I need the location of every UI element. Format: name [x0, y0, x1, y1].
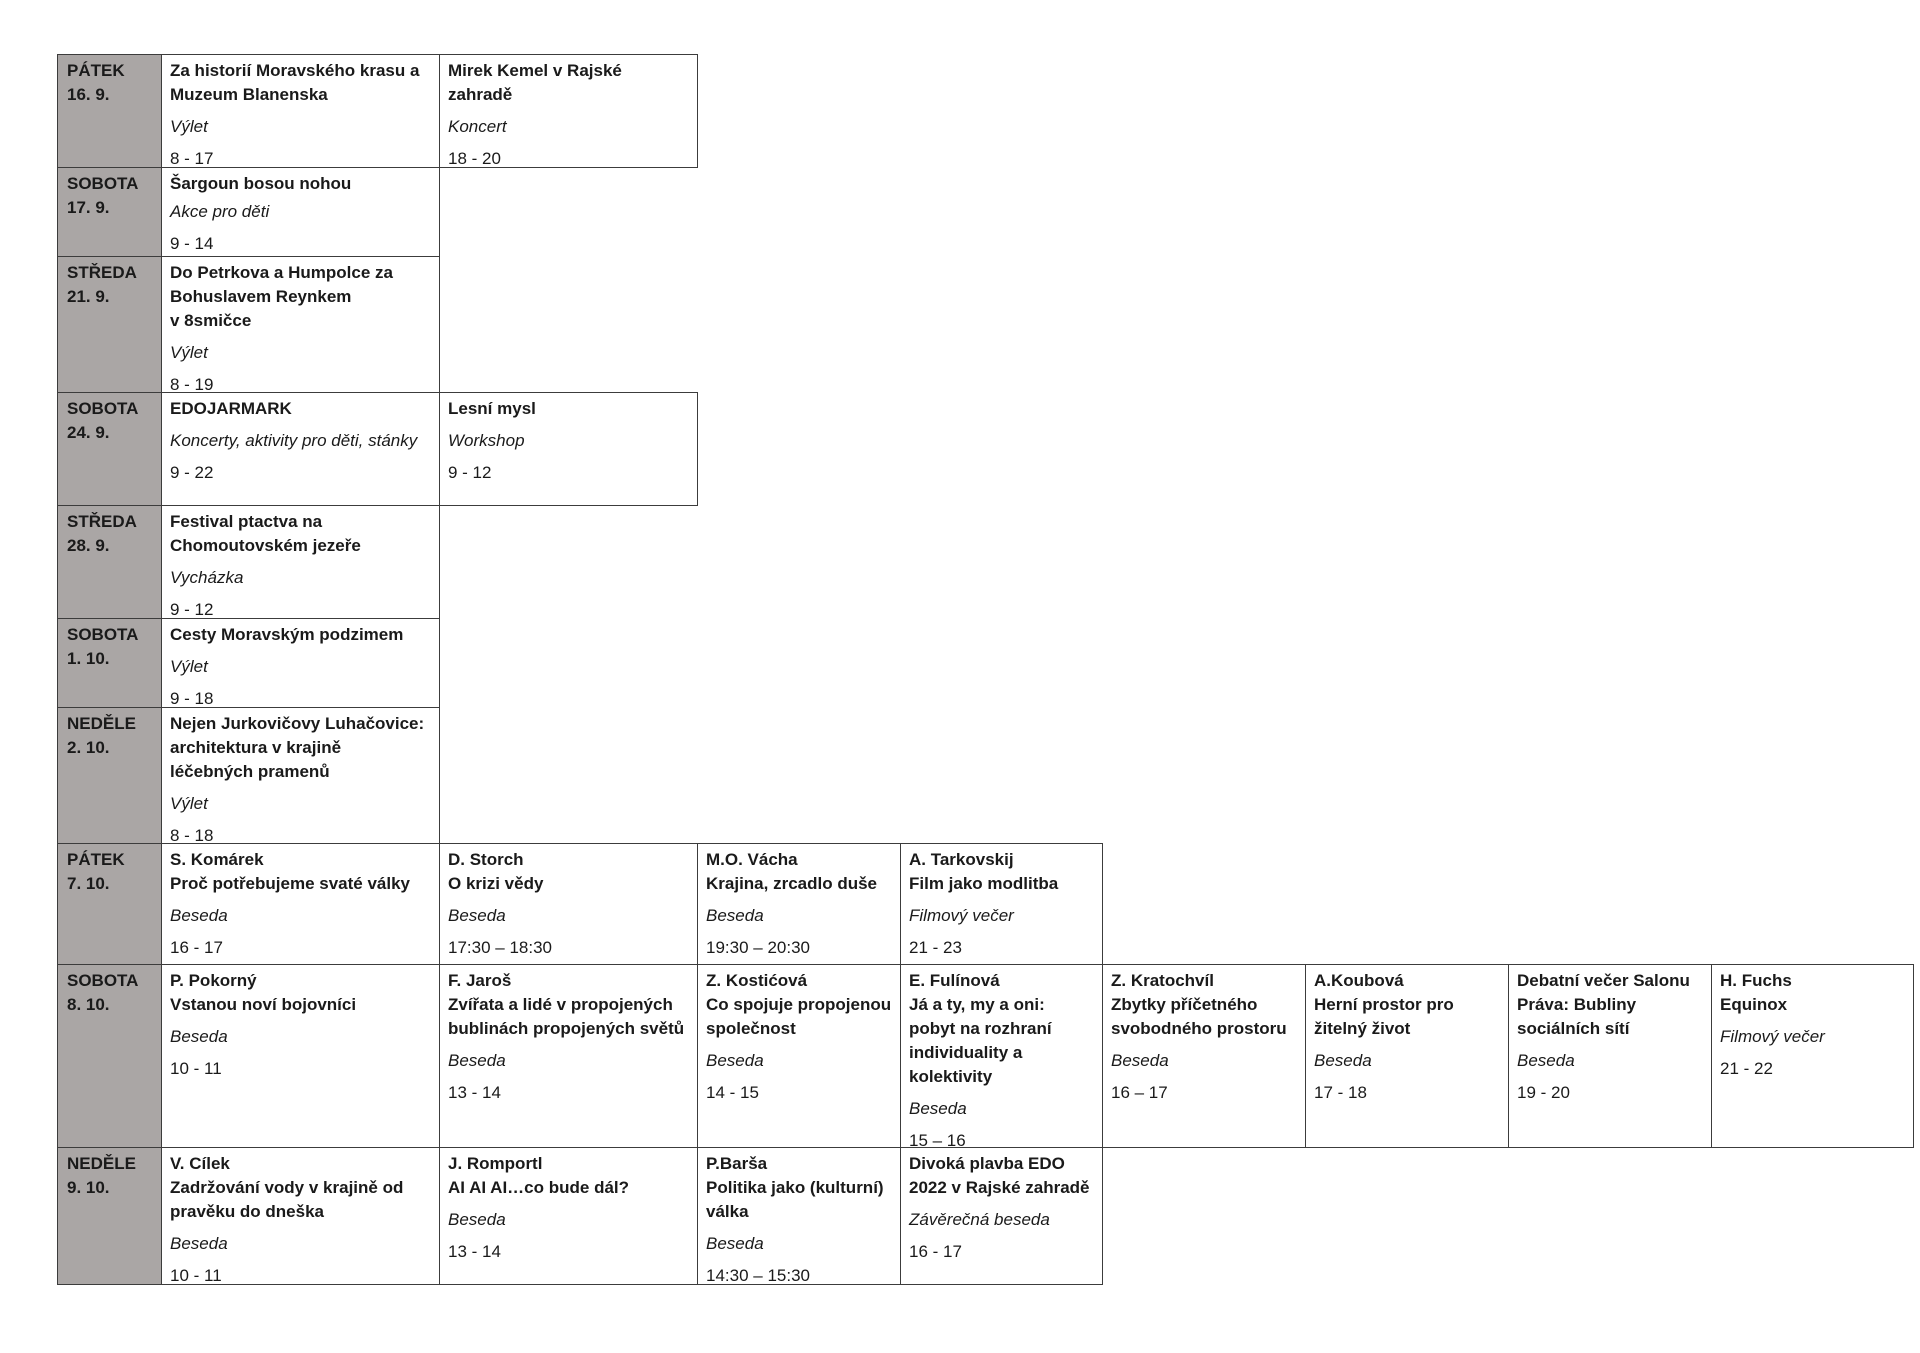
event-title-line: individuality a [909, 1043, 1023, 1062]
day-date: 7. 10. [67, 874, 110, 893]
event-title-line: Debatní večer Salonu [1517, 971, 1690, 990]
event-title-line: Mirek Kemel v Rajské [448, 61, 622, 80]
day-name: STŘEDA [67, 512, 137, 531]
event-type: Beseda [1111, 1051, 1169, 1070]
event-cell [900, 964, 1103, 1148]
event-title-line: E. Fulínová [909, 971, 1000, 990]
event-title-line: architektura v krajině [170, 738, 342, 757]
event-title-line: Nejen Jurkovičovy Luhačovice: [170, 714, 425, 733]
event-title-line: A.Koubová [1314, 971, 1404, 990]
event-time: 10 - 11 [170, 1266, 222, 1285]
event-time: 21 - 22 [1720, 1059, 1773, 1078]
event-title-line: Krajina, zrcadlo duše [706, 874, 877, 893]
event-title-line: A. Tarkovskij [909, 850, 1014, 869]
event-title-line: Zadržování vody v krajině od [170, 1178, 404, 1197]
event-cell [439, 964, 698, 1148]
event-title-line: P.Barša [706, 1154, 768, 1173]
day-date: 9. 10. [67, 1178, 110, 1197]
event-time: 9 - 12 [170, 600, 214, 619]
event-title-line: žitelný život [1314, 1019, 1411, 1038]
event-title-line: Vstanou noví bojovníci [170, 995, 357, 1014]
event-cell [161, 54, 440, 168]
day-cell [57, 256, 162, 393]
day-date: 21. 9. [67, 287, 110, 306]
event-cell [161, 167, 440, 257]
event-title-line: Equinox [1720, 995, 1788, 1014]
day-name: PÁTEK [67, 61, 125, 80]
event-title-line: Zvířata a lidé v propojených [448, 995, 673, 1014]
event-cell [439, 392, 698, 506]
event-title-line: J. Romportl [448, 1154, 543, 1173]
event-cell [439, 54, 698, 168]
day-date: 8. 10. [67, 995, 110, 1014]
event-title-line: F. Jaroš [448, 971, 512, 990]
event-time: 8 - 19 [170, 375, 214, 393]
event-time: 21 - 23 [909, 938, 962, 957]
day-name: STŘEDA [67, 263, 137, 282]
event-title-line: Bohuslavem Reynkem [170, 287, 352, 306]
event-title-line: EDOJARMARK [170, 399, 292, 418]
day-cell [57, 1147, 162, 1285]
event-title-line: O krizi vědy [448, 874, 544, 893]
event-title-line: zahradě [448, 85, 513, 104]
day-name: PÁTEK [67, 850, 125, 869]
event-type: Filmový večer [1720, 1027, 1825, 1046]
event-time: 9 - 22 [170, 463, 214, 482]
event-title-line: pravěku do dneška [170, 1202, 325, 1221]
event-type: Beseda [448, 1210, 506, 1229]
event-title-line: pobyt na rozhraní [909, 1019, 1052, 1038]
event-title-line: Co spojuje propojenou [706, 995, 892, 1014]
event-title-line: Politika jako (kulturní) [706, 1178, 884, 1197]
day-cell [57, 707, 162, 844]
event-cell [1102, 964, 1306, 1148]
event-title-line: Cesty Moravským podzimem [170, 625, 404, 644]
day-date: 2. 10. [67, 738, 110, 757]
event-cell [900, 843, 1103, 965]
event-title-line: Zbytky příčetného [1111, 995, 1258, 1014]
event-title-line: Muzeum Blanenska [170, 85, 328, 104]
event-title-line: H. Fuchs [1720, 971, 1792, 990]
event-title-line: P. Pokorný [170, 971, 257, 990]
event-type: Výlet [170, 117, 208, 136]
event-title-line: D. Storch [448, 850, 524, 869]
event-time: 13 - 14 [448, 1083, 501, 1102]
event-type: Beseda [706, 1051, 764, 1070]
day-date: 24. 9. [67, 423, 110, 442]
day-cell [57, 54, 162, 168]
event-type: Filmový večer [909, 906, 1014, 925]
event-cell [161, 505, 440, 619]
event-time: 9 - 18 [170, 689, 214, 708]
day-date: 16. 9. [67, 85, 110, 104]
day-name: SOBOTA [67, 625, 139, 644]
event-title-line: Chomoutovském jezeře [170, 536, 361, 555]
day-cell [57, 505, 162, 619]
event-title-line: Film jako modlitba [909, 874, 1059, 893]
event-title-line: Festival ptactva na [170, 512, 323, 531]
event-time: 15 – 16 [909, 1131, 966, 1148]
event-time: 16 - 17 [909, 1242, 962, 1261]
event-type: Výlet [170, 343, 208, 362]
event-cell [1711, 964, 1914, 1148]
event-cell [439, 1147, 698, 1285]
event-time: 18 - 20 [448, 149, 501, 168]
event-title-line: sociálních sítí [1517, 1019, 1630, 1038]
event-title-line: AI AI AI…co bude dál? [448, 1178, 630, 1197]
event-cell [161, 618, 440, 708]
event-time: 14 - 15 [706, 1083, 759, 1102]
event-cell [697, 1147, 901, 1285]
event-type: Beseda [706, 906, 764, 925]
day-name: NEDĚLE [67, 1154, 136, 1173]
event-cell [161, 392, 440, 506]
event-type: Vycházka [170, 568, 244, 587]
event-type: Beseda [1314, 1051, 1372, 1070]
event-type: Workshop [448, 431, 525, 450]
event-title-line: Z. Kostićová [706, 971, 808, 990]
event-type: Koncerty, aktivity pro děti, stánky [170, 431, 418, 450]
day-date: 28. 9. [67, 536, 110, 555]
event-title-line: Za historií Moravského krasu a [170, 61, 420, 80]
event-title-line: Herní prostor pro [1314, 995, 1454, 1014]
day-cell [57, 392, 162, 506]
event-time: 9 - 14 [170, 234, 214, 253]
event-cell [1508, 964, 1712, 1148]
event-cell [439, 843, 698, 965]
event-cell [697, 843, 901, 965]
day-name: NEDĚLE [67, 714, 136, 733]
event-type: Beseda [909, 1099, 967, 1118]
event-title-line: v 8smičce [170, 311, 252, 330]
event-type: Beseda [170, 1027, 228, 1046]
event-title-line: kolektivity [909, 1067, 993, 1086]
event-cell [161, 843, 440, 965]
event-type: Beseda [448, 1051, 506, 1070]
event-time: 8 - 18 [170, 826, 214, 844]
event-title-line: Divoká plavba EDO [909, 1154, 1065, 1173]
event-type: Beseda [706, 1234, 764, 1253]
event-time: 19 - 20 [1517, 1083, 1570, 1102]
event-cell [161, 1147, 440, 1285]
day-cell [57, 964, 162, 1148]
event-type: Akce pro děti [170, 202, 270, 221]
event-cell [161, 707, 440, 844]
event-title-line: Z. Kratochvíl [1111, 971, 1214, 990]
event-type: Výlet [170, 657, 208, 676]
event-type: Koncert [448, 117, 507, 136]
event-title-line: společnost [706, 1019, 796, 1038]
event-time: 8 - 17 [170, 149, 214, 168]
event-cell [1305, 964, 1509, 1148]
event-time: 10 - 11 [170, 1059, 222, 1078]
event-time: 14:30 – 15:30 [706, 1266, 810, 1285]
event-type: Beseda [1517, 1051, 1575, 1070]
event-title-line: svobodného prostoru [1111, 1019, 1287, 1038]
event-title-line: Lesní mysl [448, 399, 536, 418]
event-cell [161, 256, 440, 393]
day-name: SOBOTA [67, 399, 139, 418]
event-title-line: Šargoun bosou nohou [170, 174, 352, 193]
event-time: 13 - 14 [448, 1242, 501, 1261]
event-title-line: 2022 v Rajské zahradě [909, 1178, 1090, 1197]
event-time: 17 - 18 [1314, 1083, 1367, 1102]
event-type: Beseda [170, 906, 228, 925]
event-time: 16 - 17 [170, 938, 223, 957]
event-type: Beseda [170, 1234, 228, 1253]
event-title-line: S. Komárek [170, 850, 264, 869]
event-type: Beseda [448, 906, 506, 925]
event-cell [697, 964, 901, 1148]
event-title-line: bublinách propojených světů [448, 1019, 685, 1038]
day-name: SOBOTA [67, 971, 139, 990]
event-title-line: Proč potřebujeme svaté války [170, 874, 411, 893]
event-title-line: Já a ty, my a oni: [909, 995, 1045, 1014]
day-cell [57, 618, 162, 708]
event-cell [900, 1147, 1103, 1285]
day-cell [57, 843, 162, 965]
event-title-line: válka [706, 1202, 749, 1221]
day-date: 1. 10. [67, 649, 110, 668]
event-type: Závěrečná beseda [909, 1210, 1050, 1229]
day-name: SOBOTA [67, 174, 139, 193]
event-time: 19:30 – 20:30 [706, 938, 810, 957]
day-date: 17. 9. [67, 198, 110, 217]
event-title-line: V. Cílek [170, 1154, 230, 1173]
event-title-line: léčebných pramenů [170, 762, 330, 781]
event-cell [161, 964, 440, 1148]
event-title-line: Do Petrkova a Humpolce za [170, 263, 393, 282]
event-title-line: Práva: Bubliny [1517, 995, 1637, 1014]
event-title-line: M.O. Vácha [706, 850, 798, 869]
event-time: 9 - 12 [448, 463, 492, 482]
day-cell [57, 167, 162, 257]
event-time: 17:30 – 18:30 [448, 938, 552, 957]
event-type: Výlet [170, 794, 208, 813]
event-time: 16 – 17 [1111, 1083, 1168, 1102]
